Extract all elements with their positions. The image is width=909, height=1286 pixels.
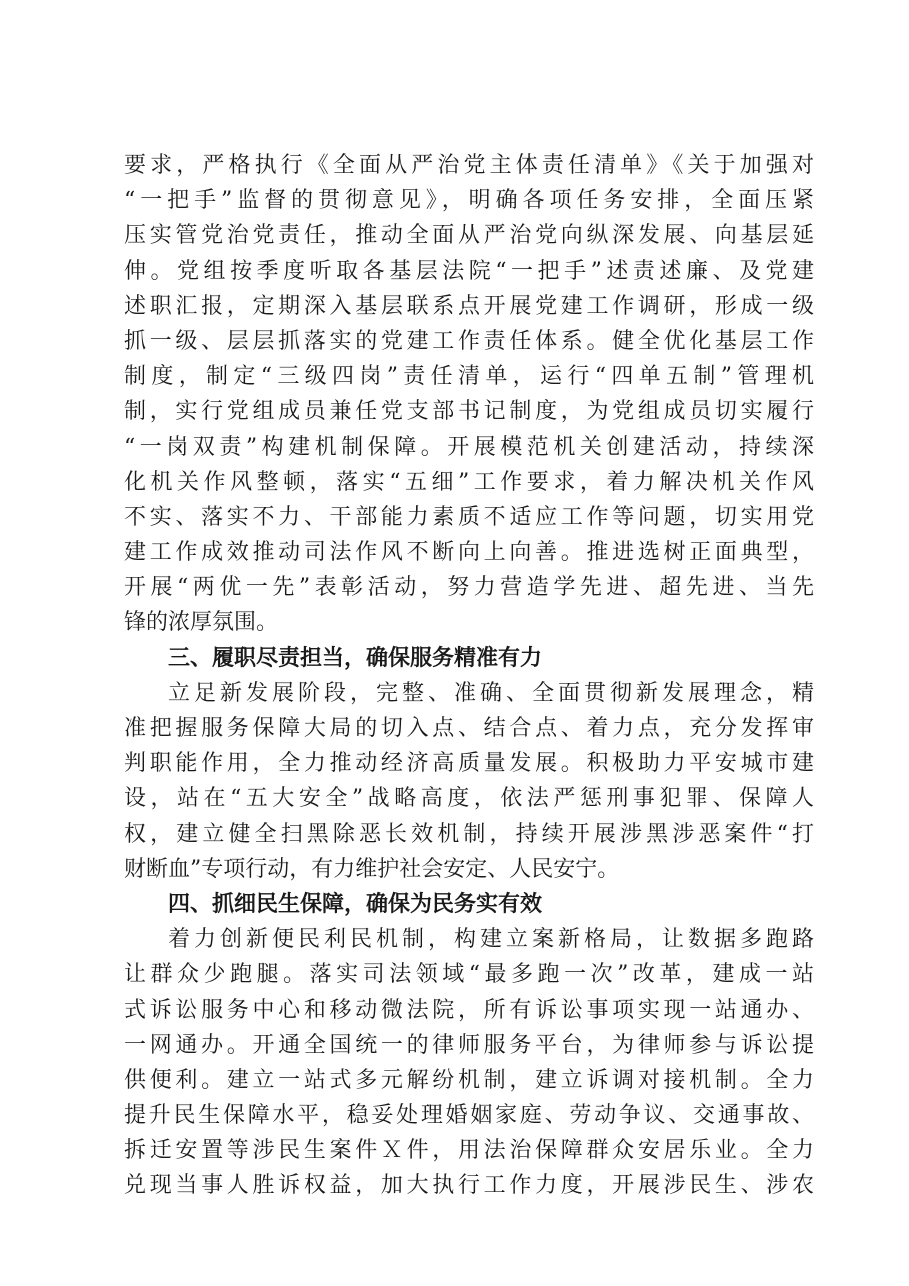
paragraph-line: 设，站在“五大安全”战略高度，依法严惩刑事犯罪、保障人 — [124, 786, 814, 812]
paragraph-line: 化机关作风整顿，落实“五细”工作要求，着力解决机关作风 — [124, 469, 814, 495]
paragraph-line: 抓一级、层层抓落实的党建工作责任体系。健全优化基层工作 — [124, 328, 814, 354]
paragraph-line: 制，实行党组成员兼任党支部书记制度，为党组成员切实履行 — [124, 399, 814, 425]
paragraph-line: 准把握服务保障大局的切入点、结合点、着力点，充分发挥审 — [124, 716, 814, 741]
paragraph-party-building — [124, 148, 814, 641]
paragraph-service — [124, 676, 814, 887]
paragraph-line: 建工作成效推动司法作风不断向上向善。推进选树正面典型， — [124, 540, 814, 566]
paragraph-line: 压实管党治党责任，推动全面从严治党向纵深发展、向基层延 — [124, 223, 814, 249]
paragraph-line: 要求，严格执行《全面从严治党主体责任清单》《关于加强对 — [124, 153, 814, 178]
paragraph-line: 不实、落实不力、干部能力素质不适应工作等问题，切实用党 — [124, 504, 814, 530]
paragraph-line: 权，建立健全扫黑除恶长效机制，持续开展涉黑涉恶案件“打 — [124, 821, 814, 847]
section-heading-4: 四、抓细民生保障，确保为民务实有效 — [168, 891, 543, 917]
paragraph-line: 让群众少跑腿。落实司法领域“最多跑一次”改革，建成一站 — [124, 962, 814, 988]
paragraph-line: 制度，制定“三级四岗”责任清单，运行“四单五制”管理机 — [124, 364, 814, 390]
paragraph-line: 述职汇报，定期深入基层联系点开展党建工作调研，形成一级 — [124, 293, 814, 319]
paragraph-line: 供便利。建立一站式多元解纷机制，建立诉调对接机制。全力 — [124, 1067, 814, 1093]
paragraph-line: 着力创新便民利民机制，构建立案新格局，让数据多跑路 — [168, 927, 814, 953]
paragraph-line: “一岗双责”构建机制保障。开展模范机关创建活动，持续深 — [124, 434, 814, 460]
paragraph-line: 拆迁安置等涉民生案件Ｘ件，用法治保障群众安居乐业。全力 — [124, 1138, 814, 1164]
paragraph-line: 式诉讼服务中心和移动微法院，所有诉讼事项实现一站通办、 — [124, 997, 814, 1023]
paragraph-line: 伸。党组按季度听取各基层法院“一把手”述责述廉、及党建 — [124, 258, 814, 284]
paragraph-livelihood — [124, 922, 814, 1204]
section-heading-3: 三、履职尽责担当，确保服务精准有力 — [168, 645, 543, 671]
paragraph-line: “一把手”监督的贯彻意见》，明确各项任务安排，全面压紧 — [124, 188, 814, 214]
paragraph-line: 开展“两优一先”表彰活动，努力营造学先进、超先进、当先 — [124, 575, 814, 601]
paragraph-line: 兑现当事人胜诉权益，加大执行工作力度，开展涉民生、涉农 — [124, 1173, 814, 1199]
document-body — [124, 148, 814, 1204]
paragraph-line: 财断血”专项行动，有力维护社会安定、人民安宁。 — [124, 856, 620, 882]
paragraph-line: 提升民生保障水平，稳妥处理婚姻家庭、劳动争议、交通事故、 — [124, 1103, 814, 1129]
paragraph-line: 锋的浓厚氛围。 — [124, 610, 279, 636]
paragraph-line: 一网通办。开通全国统一的律师服务平台，为律师参与诉讼提 — [124, 1032, 814, 1058]
paragraph-line: 立足新发展阶段，完整、准确、全面贯彻新发展理念，精 — [168, 680, 814, 706]
paragraph-line: 判职能作用，全力推动经济高质量发展。积极助力平安城市建 — [124, 751, 814, 777]
